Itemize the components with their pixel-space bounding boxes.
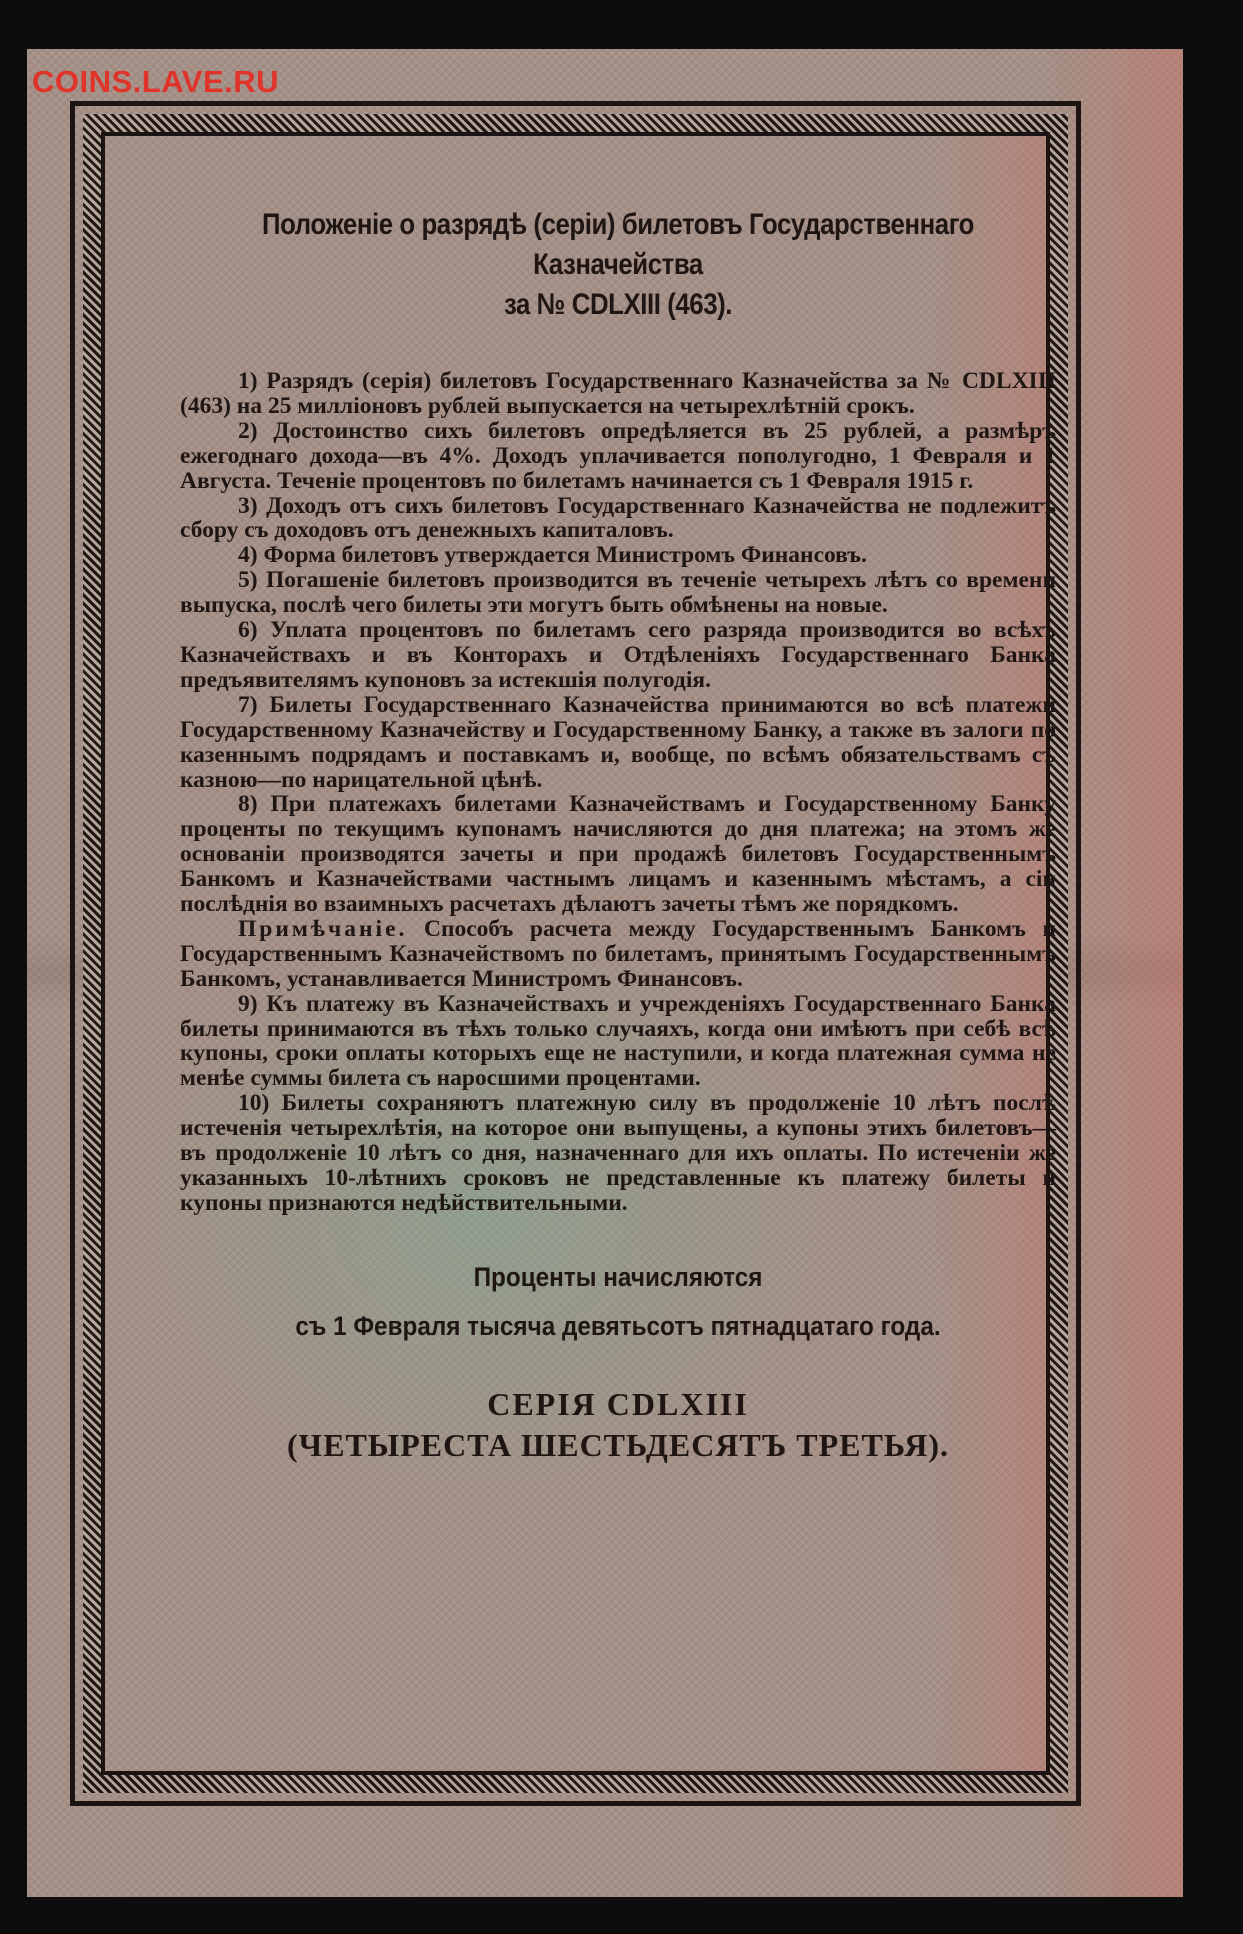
interest-date: съ 1 Февраля тысяча девятьсотъ пятнадцатаго года. <box>295 1310 941 1341</box>
regulation-title: Положеніе о разрядѣ (серіи) билетовъ Государственнаго Казначейства <box>261 208 974 281</box>
clause-8: 8) При платежахъ билетами Казначействамъ и Государственному Банку проценты по текущимъ купонамъ начисляются до дня платежа; на этомъ же основаніи производятся зачеты и при продажѣ билетовъ Государственнымъ Банкомъ и Казначействами частнымъ лицамъ и казеннымъ мѣстамъ, а сіи послѣднія во взаимныхъ расчетахъ дѣлаютъ зачеты тѣмъ же порядкомъ. <box>180 791 1056 918</box>
clause-2: 2) Достоинство сихъ билетовъ опредѣляется въ 25 рублей, а размѣръ ежегоднаго дохода—въ 4%. Доходъ уплачивается пополугодно, 1 Февраля и 1 Августа. Теченіе процентовъ по билетамъ начинается съ 1 Февраля 1915 г. <box>180 417 1056 494</box>
series-number: СЕРІЯ CDLXIII <box>487 1385 749 1422</box>
site-watermark: COINS.LAVE.RU <box>32 64 280 99</box>
series-words: (ЧЕТЫРЕСТА ШЕСТЬДЕСЯТЪ ТРЕТЬЯ). <box>286 1426 950 1463</box>
clause-note <box>180 917 1056 992</box>
clause-4: 4) Форма билетовъ утверждается Министромъ Финансовъ. <box>238 542 867 569</box>
regulation-text <box>180 205 1056 1464</box>
clause-10: 10) Билеты сохраняютъ платежную силу въ продолженіе 10 лѣтъ послѣ истеченія четырехлѣтія, на которое они выпущены, а купоны этихъ билетовъ—въ продолженіе 10 лѣтъ со дня, назначеннаго для ихъ оплаты. По истеченіи же указанныхъ 10-лѣтнихъ сроковъ не представленные къ платежу билеты и купоны признаются недѣйствительными. <box>180 1090 1056 1216</box>
clause-1: 1) Разрядъ (серія) билетовъ Государственнаго Казначейства за № CDLXIII (463) на 25 милліоновъ рублей выпускается на четырехлѣтній срокъ. <box>180 368 1056 419</box>
note-text: Способъ расчета между Государственнымъ Банкомъ и Государственнымъ Казначействомъ по билетамъ, принятымъ Государственнымъ Банкомъ, устанавливается Министромъ Финансовъ. <box>180 915 1056 992</box>
clause-3: 3) Доходъ отъ сихъ билетовъ Государственнаго Казначейства не подлежитъ сбору съ доходовъ отъ денежныхъ капиталовъ. <box>180 492 1056 544</box>
clause-6: 6) Уплата процентовъ по билетамъ сего разряда производится во всѣхъ Казначействахъ и въ Конторахъ и Отдѣленіяхъ Государственнаго Банка предъявителямъ купоновъ за истекшія полугодія. <box>180 617 1056 693</box>
clause-7: 7) Билеты Государственнаго Казначейства принимаются во всѣ платежи Государственному Казначейству и Государственному Банку, а также въ залоги по казеннымъ подрядамъ и поставкамъ и, вообще, по всѣмъ обязательствамъ съ казною—по нарицательной цѣнѣ. <box>180 691 1056 793</box>
clause-5: 5) Погашеніе билетовъ производится въ теченіе четырехъ лѣтъ со времени выпуска, послѣ чего билеты эти могутъ быть обмѣнены на новые. <box>180 567 1056 619</box>
regulation-title-number: за № CDLXIII (463). <box>503 288 733 321</box>
note-lead: Примѣчаніе. <box>238 915 408 942</box>
clauses <box>180 369 1056 1216</box>
interest-heading: Проценты начисляются <box>473 1261 763 1292</box>
clause-9: 9) Къ платежу въ Казначействахъ и учрежденіяхъ Государственнаго Банка билеты принимаются въ тѣхъ только случаяхъ, когда они имѣютъ при себѣ всѣ купоны, сроки оплаты которыхъ еще не наступили, и когда платежная сумма не менѣе суммы билета съ наросшими процентами. <box>180 990 1056 1092</box>
